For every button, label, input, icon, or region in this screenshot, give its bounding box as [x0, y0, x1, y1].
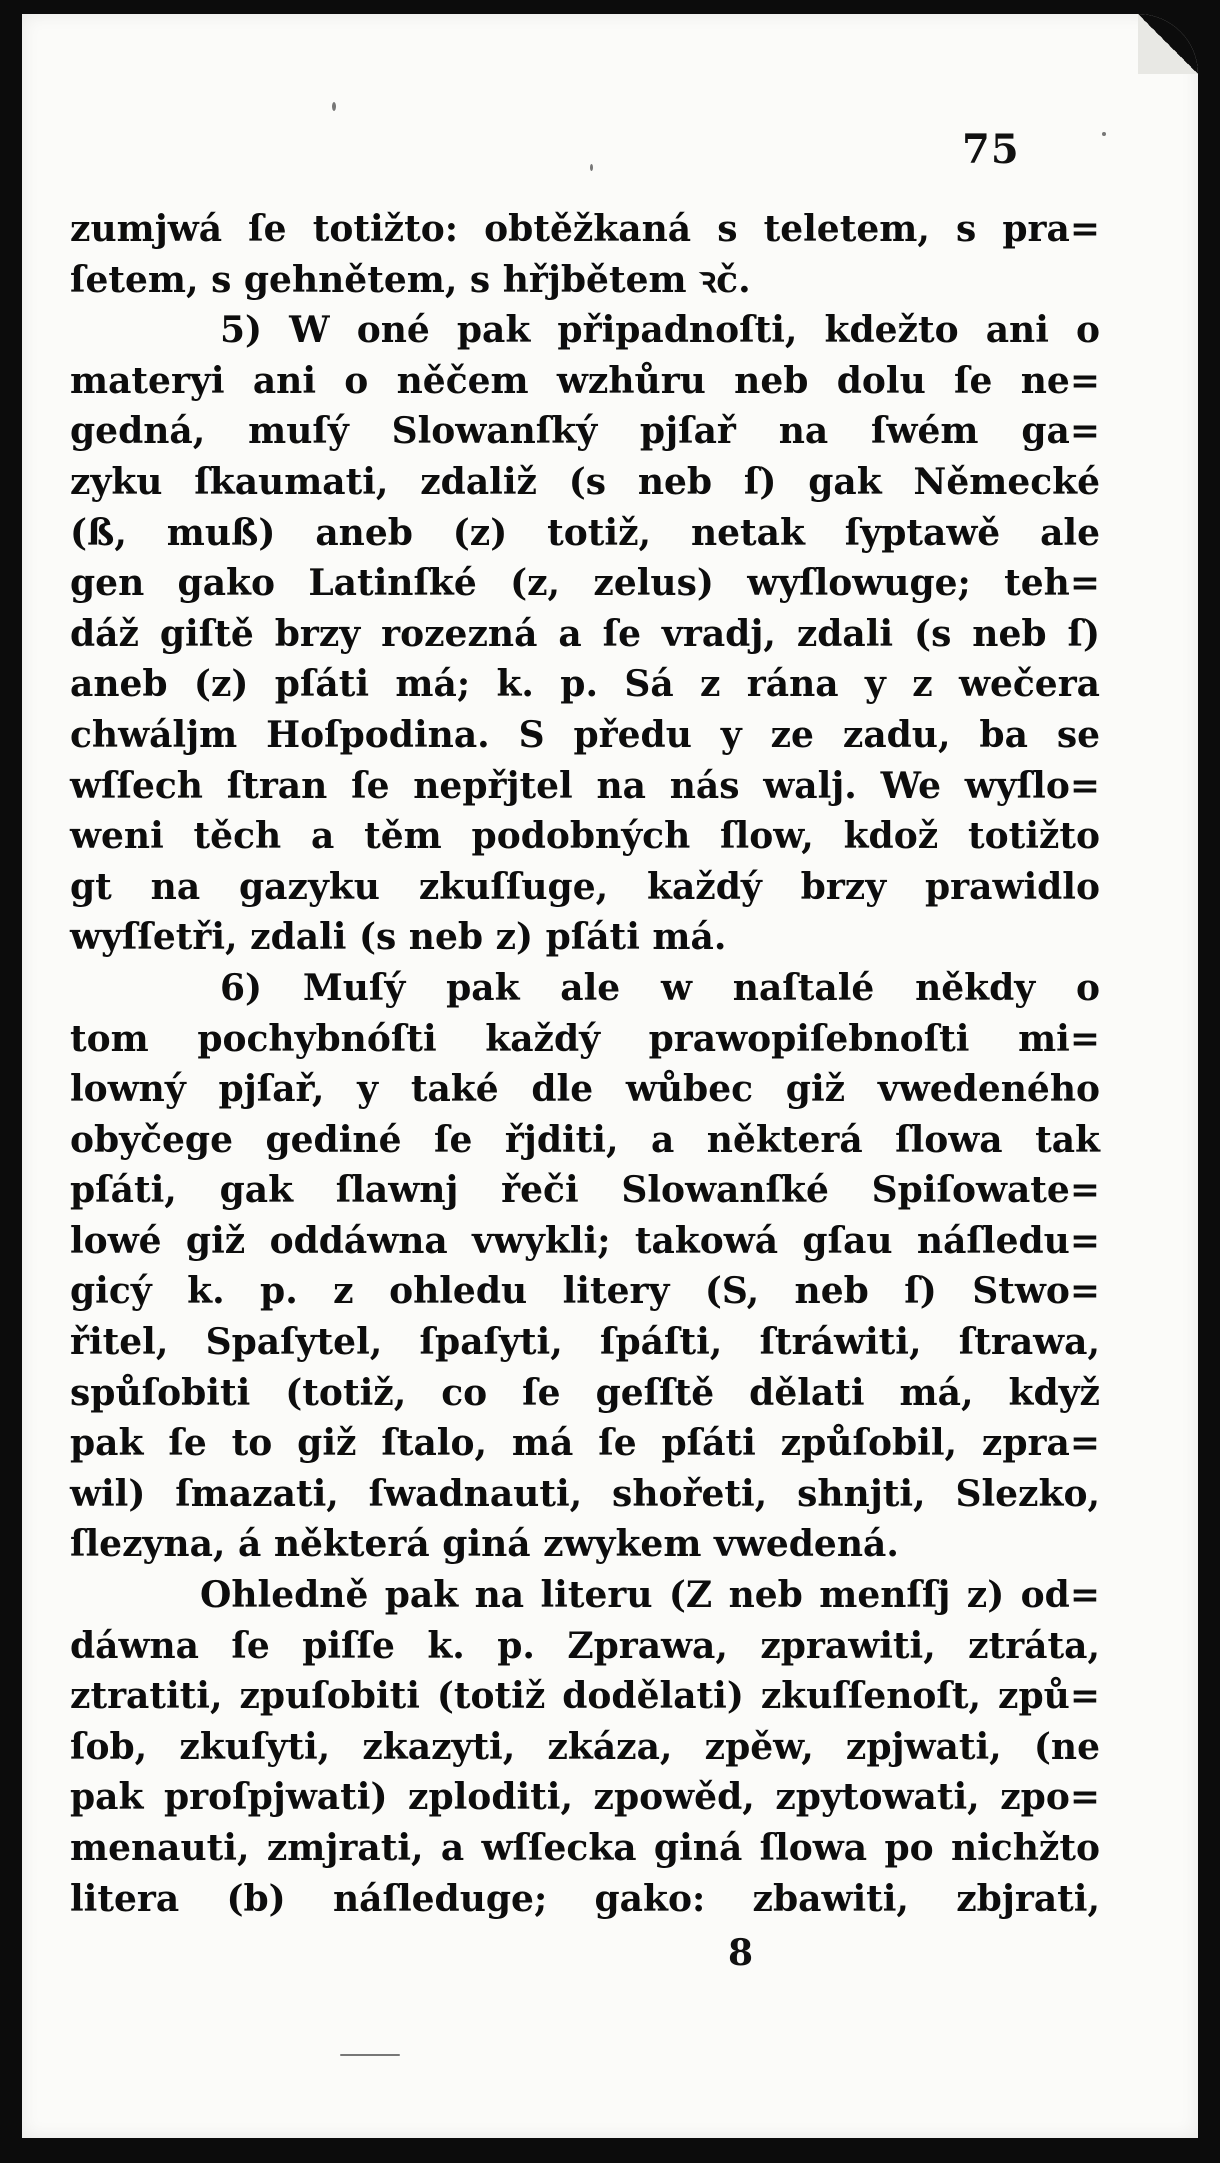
- page-corner-fold: [1138, 14, 1198, 74]
- text-line: menauti, zmjrati, a wſſecka giná ſlowa po nichžto: [70, 1827, 1100, 1869]
- text-line: litera (b) náſleduge; gako: zbawiti, zbjrati,: [70, 1877, 1100, 1920]
- catchword: 8: [728, 1932, 754, 1974]
- paper-speck: [1102, 132, 1106, 136]
- text-line: obyčege gediné ſe řjditi, a některá ſlowa tak: [70, 1118, 1100, 1161]
- text-line: dáž giſtě brzy rozezná a ſe vradj, zdali (s neb ſ): [70, 612, 1100, 655]
- text-line: řitel, Spaſytel, ſpaſyti, ſpáſti, ſtráwiti, ſtrawa,: [70, 1321, 1100, 1364]
- text-line: ztratiti, zpuſobiti (totiž dodělati) zkuſſenoſt, způ=: [70, 1675, 1100, 1718]
- text-line: dáwna ſe piſſe k. p. Zprawa, zprawiti, ztráta,: [70, 1624, 1100, 1667]
- text-line: pſáti, gak ſlawnj řeči Slowanſké Spiſowate=: [70, 1169, 1100, 1212]
- text-line: gen gako Latinſké (z, zelus) wyſlowuge; teh=: [70, 562, 1100, 605]
- text-line: wyſſetři, zdali (s neb z) pſáti má.: [70, 916, 727, 959]
- text-line: zyku ſkaumati, zdaliž (s neb ſ) gak Německé: [70, 460, 1100, 503]
- text-line: pak ſe to giž ſtalo, má ſe pſáti způſobil, zpra=: [70, 1422, 1100, 1465]
- text-line: spůſobiti (totiž, co ſe geſſtě dělati má, když: [70, 1371, 1100, 1414]
- book-page: [22, 14, 1198, 2138]
- text-line: Ohledně pak na literu (Z neb menſſj z) od=: [200, 1574, 1100, 1617]
- text-line: gicý k. p. z ohledu litery (S, neb ſ) Stwo=: [70, 1270, 1100, 1313]
- text-line: ſetem, s gehnětem, s hřjbětem ꝛč.: [70, 258, 751, 301]
- text-line: weni těch a těm podobných ſlow, kdož totižto: [70, 815, 1100, 858]
- text-line: (ß, muß) aneb (z) totiž, netak ſyptawě ale: [70, 511, 1100, 554]
- text-line: lowé giž oddáwna vwykli; takowá gſau náſledu=: [70, 1219, 1100, 1262]
- text-line: ſob, zkuſyti, zkazyti, zkáza, zpěw, zpjwati, (ne: [70, 1725, 1100, 1768]
- text-line: ſlezyna, á některá giná zwykem vwedená.: [70, 1523, 899, 1566]
- text-line: lowný pjſař, y také dle wůbec giž vwedeného: [70, 1068, 1100, 1111]
- text-line: pak proſpjwati) zploditi, zpowěd, zpytowati, zpo=: [70, 1776, 1100, 1819]
- text-line: gt na gazyku zkuſſuge, každý brzy prawidlo: [70, 865, 1100, 908]
- paper-speck: [340, 2054, 400, 2056]
- paper-speck: [590, 164, 593, 171]
- text-line: materyi ani o něčem wzhůru neb dolu ſe ne=: [70, 359, 1100, 402]
- text-line: wil) ſmazati, ſwadnauti, shořeti, shnjti, Slezko,: [70, 1472, 1100, 1515]
- text-line: wſſech ſtran ſe nepřjtel na nás walj. We wyſlo=: [70, 764, 1100, 807]
- text-line: 6) Muſý pak ale w naſtalé někdy o: [220, 966, 1100, 1009]
- text-line: tom pochybnóſti každý prawopiſebnoſti mi=: [70, 1017, 1100, 1060]
- page-text: [70, 204, 1100, 1924]
- text-line: aneb (z) pſáti má; k. p. Sá z rána y z wečera: [70, 663, 1100, 706]
- text-line: 5) W oné pak připadnoſti, kdežto ani o: [220, 309, 1100, 352]
- paper-speck: [332, 102, 336, 111]
- text-line: chwáljm Hoſpodina. S předu y ze zadu, ba se: [70, 713, 1100, 756]
- text-line: gedná, muſý Slowanſký pjſař na ſwém ga=: [70, 410, 1100, 453]
- text-line: zumjwá ſe totižto: obtěžkaná s teletem, s pra=: [70, 208, 1100, 250]
- page-number: 75: [962, 126, 1020, 173]
